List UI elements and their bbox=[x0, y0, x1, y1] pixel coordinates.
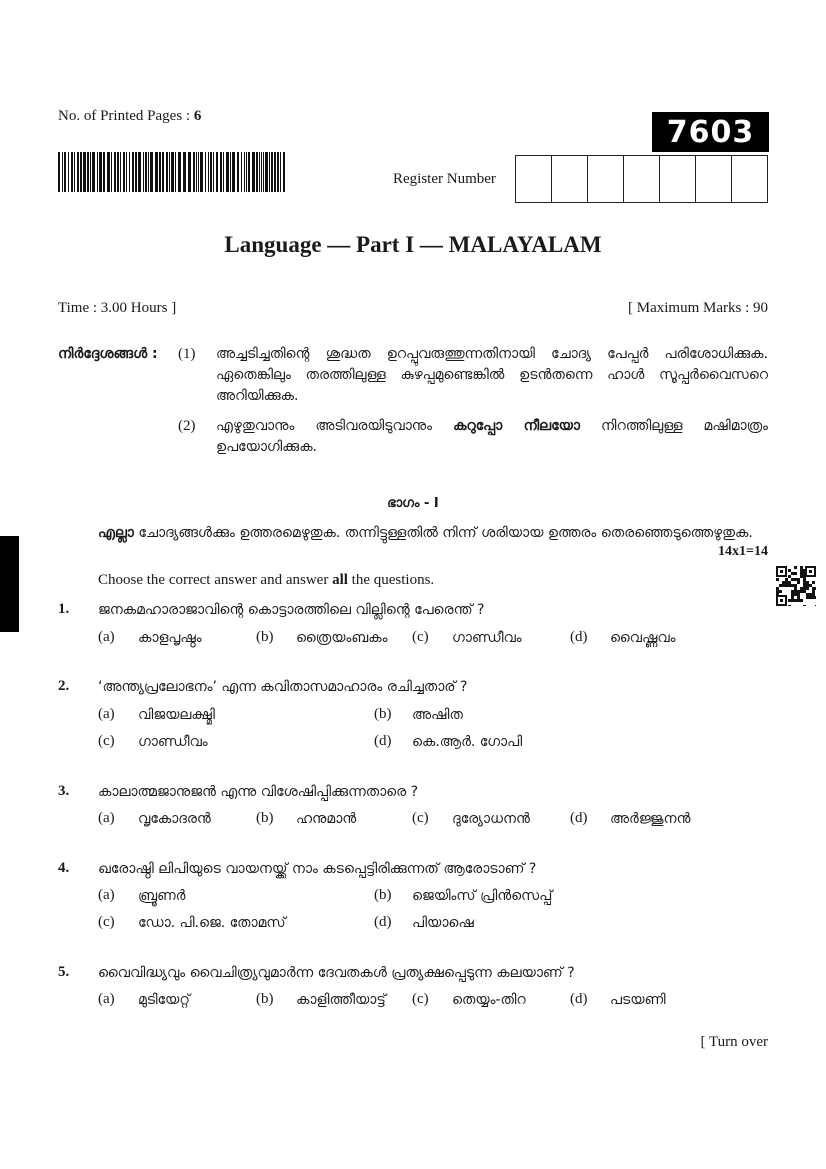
option-letter: (c) bbox=[98, 914, 115, 930]
section-heading: ഭാഗം - I bbox=[387, 496, 439, 511]
maximum-marks: [ Maximum Marks : 90 bbox=[628, 300, 768, 316]
option-text: ദുര്യോധനൻ bbox=[452, 811, 530, 827]
register-number-box bbox=[552, 156, 588, 202]
instruction-text-part: നിറത്തിലുള്ള മഷിമാത്രം ഉപയോഗിക്കുക. bbox=[216, 418, 769, 455]
option-letter: (c) bbox=[412, 629, 429, 645]
option-letter: (d) bbox=[374, 914, 392, 930]
option-letter: (d) bbox=[374, 733, 392, 749]
paper-title: Language — Part I — MALAYALAM bbox=[224, 232, 602, 257]
turn-over-note: [ Turn over bbox=[700, 1034, 768, 1050]
option-text: മുടിയേറ്റ് bbox=[138, 992, 190, 1008]
option-letter: (d) bbox=[570, 629, 588, 645]
option-text: കാളപൃഷ്ഠം bbox=[138, 630, 202, 646]
option-text: കെ.ആർ. ഗോപി bbox=[412, 734, 523, 750]
instructions-label: നിർദ്ദേശങ്ങൾ : bbox=[58, 346, 158, 362]
english-instruction bbox=[98, 572, 434, 589]
instruction-text-part: എഴുതുവാനും അടിവരയിടുവാനും bbox=[216, 418, 454, 434]
option-letter: (c) bbox=[412, 810, 429, 826]
option-letter: (b) bbox=[256, 629, 274, 645]
instruction-number: (1) bbox=[178, 346, 196, 362]
question-text: ‘അന്ത്യപ്രലോഭനം’ എന്ന കവിതാസമാഹാരം രചിച്ചതാര് ? bbox=[98, 679, 468, 695]
instruction-ink-colors: കറുപ്പോ നീലയോ bbox=[453, 418, 580, 434]
section-instruction-rest: ചോദ്യങ്ങൾക്കും ഉത്തരമെഴുതുക. തന്നിട്ടുള്ളതിൽ നിന്ന് ശരിയായ ഉത്തരം തെരഞ്ഞെടുത്തെഴുതുക. bbox=[133, 525, 753, 541]
option-letter: (c) bbox=[412, 991, 429, 1007]
option-text: കാളിത്തീയാട്ട് bbox=[296, 992, 386, 1008]
register-number-box bbox=[696, 156, 732, 202]
option-text: ത്രൈയംബകം bbox=[296, 630, 388, 646]
paper-code: 7603 bbox=[652, 112, 769, 152]
barcode-image bbox=[58, 152, 288, 192]
english-instruction-bold: all bbox=[332, 572, 348, 588]
register-number-box bbox=[660, 156, 696, 202]
option-text: വൃകോദരൻ bbox=[138, 811, 211, 827]
printed-pages bbox=[58, 108, 201, 125]
option-letter: (b) bbox=[374, 887, 392, 903]
english-instruction-part: Choose the correct answer and answer bbox=[98, 572, 333, 588]
option-text: പിയാഷെ bbox=[412, 915, 474, 931]
option-letter: (b) bbox=[256, 810, 274, 826]
option-letter: (a) bbox=[98, 887, 115, 903]
question-text: ജനകമഹാരാജാവിന്റെ കൊട്ടാരത്തിലെ വില്ലിന്റെ പേരെന്ത് ? bbox=[98, 602, 485, 618]
question-text: കാലാത്മജാനുജൻ എന്നു വിശേഷിപ്പിക്കുന്നതാരെ ? bbox=[98, 784, 419, 800]
exam-time: Time : 3.00 Hours ] bbox=[58, 300, 177, 316]
option-text: അർജ്ജുനൻ bbox=[610, 811, 691, 827]
instruction-number: (2) bbox=[178, 418, 196, 434]
section-instruction-bold: എല്ലാ bbox=[98, 525, 134, 541]
register-number-boxes bbox=[515, 155, 768, 203]
option-letter: (b) bbox=[256, 991, 274, 1007]
option-text: ഗാണ്ഡീവം bbox=[452, 630, 522, 646]
option-letter: (d) bbox=[570, 991, 588, 1007]
section-instruction bbox=[98, 522, 768, 544]
option-text: ജെയിംസ് പ്രിൻസെപ്പ് bbox=[412, 888, 553, 904]
option-letter: (c) bbox=[98, 733, 115, 749]
qr-code-image bbox=[776, 566, 816, 606]
section-marks: 14x1=14 bbox=[718, 544, 768, 559]
option-text: വിജയലക്ഷ്മി bbox=[138, 707, 215, 723]
option-letter: (a) bbox=[98, 629, 115, 645]
register-number-box bbox=[624, 156, 660, 202]
register-number-box bbox=[516, 156, 552, 202]
english-instruction-part: the questions. bbox=[347, 572, 435, 588]
option-letter: (d) bbox=[570, 810, 588, 826]
option-text: ഹനുമാൻ bbox=[296, 811, 357, 827]
register-number-box bbox=[588, 156, 624, 202]
question-text: ഖരോഷ്ഠി ലിപിയുടെ വായനയ്ക്ക് നാം കടപ്പെട്ടിരിക്കുന്നത് ആരോടാണ് ? bbox=[98, 861, 537, 877]
option-text: ബ്രൂണർ bbox=[138, 888, 186, 904]
question-number: 4. bbox=[58, 860, 70, 876]
side-tab-marker bbox=[0, 536, 19, 632]
option-text: ഡോ. പി.ജെ. തോമസ് bbox=[138, 915, 286, 931]
option-letter: (a) bbox=[98, 706, 115, 722]
question-text: വൈവിദ്ധ്യവും വൈചിത്ര്യവുമാർന്ന ദേവതകൾ പ്രത്യക്ഷപ്പെടുന്ന കലയാണ് ? bbox=[98, 965, 575, 981]
option-text: വൈഷ്ണവം bbox=[610, 630, 676, 646]
option-letter: (b) bbox=[374, 706, 392, 722]
option-text: ഗാണ്ഡീവം bbox=[138, 734, 208, 750]
printed-pages-label: No. of Printed Pages : bbox=[58, 108, 191, 124]
question-number: 1. bbox=[58, 601, 70, 617]
printed-pages-value: 6 bbox=[193, 108, 202, 124]
register-number-box bbox=[732, 156, 767, 202]
instruction-text bbox=[216, 416, 768, 458]
question-number: 3. bbox=[58, 783, 70, 799]
option-letter: (a) bbox=[98, 991, 115, 1007]
option-text: പടയണി bbox=[610, 992, 666, 1008]
register-number-label: Register Number bbox=[393, 171, 496, 187]
instruction-text: അച്ചടിച്ചതിന്റെ ശുദ്ധത ഉറപ്പുവരുത്തുന്നതിനായി ചോദ്യ പേപ്പർ പരിശോധിക്കുക. ഏതെങ്കിലും തരത്തിലുള്ള കുഴപ്പമുണ്ടെങ്കിൽ ഉടൻതന്നെ ഹാൾ സൂപ്പർവൈസറെ അറിയിക്കുക. bbox=[216, 346, 768, 404]
question-number: 2. bbox=[58, 678, 70, 694]
option-text: തെയ്യം-തിറ bbox=[452, 992, 526, 1008]
option-letter: (a) bbox=[98, 810, 115, 826]
question-number: 5. bbox=[58, 964, 70, 980]
option-text: അഷിത bbox=[412, 707, 463, 723]
